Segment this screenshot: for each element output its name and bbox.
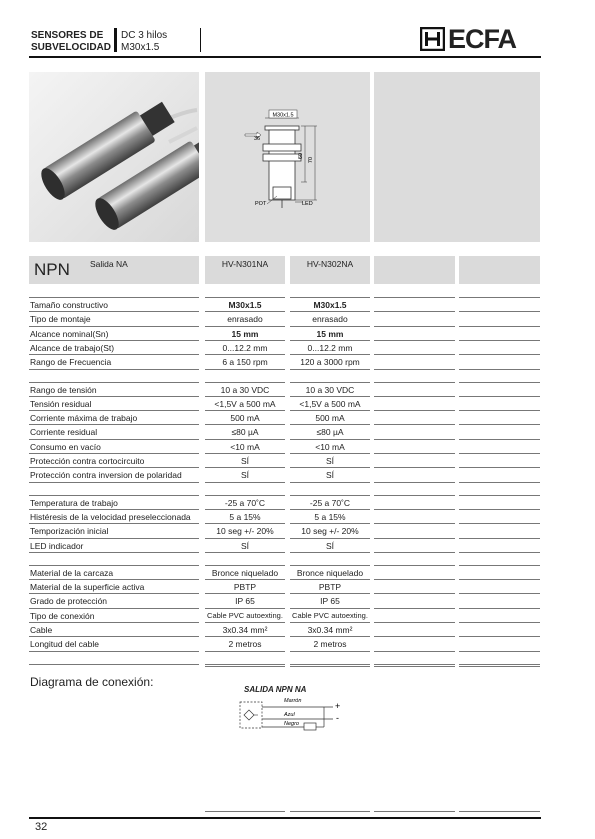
minus-terminal: -	[336, 713, 339, 723]
table-row	[29, 355, 541, 369]
row-divider	[205, 382, 285, 383]
row-divider	[459, 467, 540, 468]
row-divider	[374, 311, 455, 312]
row-divider	[374, 340, 455, 341]
col4-header-strip	[459, 256, 540, 284]
row-divider	[205, 608, 285, 609]
row-divider	[290, 608, 370, 609]
wire-blue-label: Azul	[284, 712, 295, 718]
table-row	[29, 383, 541, 397]
drawing-thread-label: M30x1.5	[272, 112, 294, 119]
row-value: 10 a 30 VDC	[305, 384, 355, 395]
row-divider	[205, 410, 285, 411]
row-divider	[374, 424, 455, 425]
row-divider	[374, 354, 455, 355]
row-divider	[459, 396, 540, 397]
row-divider	[374, 396, 455, 397]
row-label: Temporización inicial	[30, 526, 109, 537]
header-title	[31, 30, 111, 54]
row-divider	[205, 538, 285, 539]
row-divider	[459, 565, 540, 566]
row-label: Material de la carcaza	[30, 567, 114, 578]
row-divider	[290, 622, 370, 623]
row-label: Protección contra inversion de polaridad	[30, 470, 182, 481]
row-label: Material de la superficie activa	[30, 582, 145, 593]
row-divider	[205, 396, 285, 397]
model-1-header: HV-N301NA	[221, 259, 269, 269]
row-divider	[459, 297, 540, 298]
output-type: NPN	[34, 260, 70, 279]
row-divider	[290, 552, 370, 553]
row-divider	[290, 593, 370, 594]
row-divider	[205, 439, 285, 440]
header-rule	[29, 56, 541, 58]
row-value: 3x0.34 mm²	[222, 625, 268, 635]
row-value: 0...12.2 mm	[307, 342, 353, 353]
row-divider	[374, 811, 455, 812]
row-divider	[459, 495, 540, 496]
row-divider	[29, 565, 199, 566]
row-value: enrasado	[227, 314, 263, 325]
row-divider	[29, 369, 199, 370]
row-divider	[205, 552, 285, 553]
row-value: PBTP	[233, 582, 257, 593]
row-divider	[290, 538, 370, 539]
row-label: Tipo de montaje	[30, 314, 91, 325]
page-number: 32	[35, 821, 48, 833]
row-value: 6 a 150 rpm	[222, 357, 268, 368]
output-label: Salida NA	[90, 259, 128, 269]
table-row	[29, 411, 541, 425]
row-divider	[374, 552, 455, 553]
table-row	[29, 566, 541, 580]
row-divider	[290, 467, 370, 468]
row-divider	[290, 636, 370, 637]
row-divider	[205, 509, 285, 510]
row-value: SÍ	[240, 540, 250, 551]
row-divider	[290, 382, 370, 383]
row-value: 15 mm	[316, 328, 344, 339]
row-divider	[205, 340, 285, 341]
row-value: -25 a 70˚C	[224, 497, 266, 508]
row-divider	[374, 453, 455, 454]
row-value: SÍ	[325, 540, 335, 551]
row-value: <10 mA	[315, 441, 345, 452]
row-divider	[205, 495, 285, 496]
row-divider	[290, 326, 370, 327]
row-divider	[29, 622, 199, 623]
row-value: -25 a 70˚C	[309, 497, 351, 508]
row-divider	[459, 340, 540, 341]
row-divider	[290, 811, 370, 812]
row-divider	[29, 297, 199, 298]
row-divider	[374, 495, 455, 496]
row-divider	[290, 666, 370, 667]
row-divider	[459, 538, 540, 539]
row-divider	[459, 608, 540, 609]
row-value: SÍ	[240, 456, 250, 466]
row-value: <1,5V a 500 mA	[214, 398, 276, 409]
sensor-photo-illustration	[29, 72, 199, 242]
diagram-title: Diagrama de conexión:	[30, 675, 154, 689]
row-divider	[459, 382, 540, 383]
row-divider	[205, 664, 285, 665]
row-divider	[205, 579, 285, 580]
row-label: Tipo de conexión	[30, 610, 95, 621]
row-divider	[290, 410, 370, 411]
row-divider	[374, 666, 455, 667]
row-divider	[459, 439, 540, 440]
row-divider	[205, 311, 285, 312]
table-row	[29, 468, 541, 482]
row-divider	[290, 453, 370, 454]
row-divider	[374, 439, 455, 440]
row-value: 500 mA	[230, 413, 260, 424]
drawing-dim-60: 60	[298, 152, 304, 160]
row-divider	[290, 651, 370, 652]
row-divider	[374, 622, 455, 623]
row-divider	[374, 651, 455, 652]
table-row	[29, 539, 541, 553]
row-value: SÍ	[325, 470, 335, 481]
table-row	[29, 510, 541, 524]
row-divider	[290, 340, 370, 341]
row-divider	[459, 311, 540, 312]
row-divider	[290, 523, 370, 524]
row-divider	[205, 636, 285, 637]
row-value: Cable PVC autoexting.	[292, 610, 368, 620]
row-divider	[29, 326, 199, 327]
row-divider	[374, 664, 455, 665]
row-label: Grado de protección	[30, 596, 108, 607]
row-value: 3x0.34 mm²	[307, 625, 353, 635]
row-divider	[29, 593, 199, 594]
row-divider	[459, 636, 540, 637]
row-divider	[29, 579, 199, 580]
row-divider	[290, 495, 370, 496]
row-divider	[29, 509, 199, 510]
row-label: Rango de tensión	[30, 384, 97, 395]
col3-header-strip	[374, 256, 455, 284]
row-divider	[459, 664, 540, 665]
row-divider	[205, 565, 285, 566]
row-divider	[459, 326, 540, 327]
row-value: 500 mA	[315, 413, 345, 424]
row-value: PBTP	[318, 582, 342, 593]
row-value: 10 a 30 VDC	[220, 384, 270, 395]
row-divider	[205, 523, 285, 524]
table-row	[29, 454, 541, 468]
row-label: Alcance de trabajo(St)	[30, 342, 115, 353]
table-row	[29, 609, 541, 623]
row-value: Cable PVC autoexting.	[207, 610, 283, 620]
row-divider	[374, 538, 455, 539]
dimension-drawing	[205, 72, 370, 242]
row-value: 10 seg +/- 20%	[301, 526, 359, 537]
row-divider	[459, 354, 540, 355]
row-divider	[459, 622, 540, 623]
row-divider	[459, 552, 540, 553]
plus-terminal: +	[335, 701, 341, 711]
row-divider	[290, 297, 370, 298]
row-divider	[459, 424, 540, 425]
header-subtitle-line2: M30x1.5	[121, 42, 160, 53]
header-title-line2: SUBVELOCIDAD	[31, 42, 112, 53]
row-label: Corriente máxima de trabajo	[30, 413, 138, 424]
row-divider	[290, 424, 370, 425]
row-divider	[29, 636, 199, 637]
drawing-pot-label: POT	[255, 201, 267, 207]
table-row	[29, 425, 541, 439]
row-divider	[290, 311, 370, 312]
row-divider	[459, 369, 540, 370]
logo-mark-icon	[420, 27, 445, 51]
table-row	[29, 524, 541, 538]
row-divider	[459, 509, 540, 510]
row-label: Tamaño constructivo	[30, 300, 108, 310]
row-divider	[29, 382, 199, 383]
table-row	[29, 637, 541, 651]
row-divider	[374, 593, 455, 594]
row-divider	[374, 410, 455, 411]
header-title-line1: SENSORES DE	[31, 30, 104, 41]
row-divider	[29, 538, 199, 539]
row-divider	[29, 608, 199, 609]
row-value: M30x1.5	[313, 300, 347, 310]
row-value: 10 seg +/- 20%	[216, 526, 274, 537]
row-divider	[374, 382, 455, 383]
row-label: Temperatura de trabajo	[30, 497, 118, 508]
brand-logo	[420, 24, 540, 54]
row-value: 5 a 15%	[229, 511, 261, 522]
model-2-header: HV-N302NA	[306, 259, 354, 269]
row-label: Histéresis de la velocidad preseleccionada	[30, 511, 191, 522]
drawing-dim-70: 70	[308, 156, 314, 164]
row-value: ≤80 µA	[316, 427, 344, 438]
row-divider	[374, 565, 455, 566]
row-label: Rango de Frecuencia	[30, 357, 112, 368]
row-divider	[29, 396, 199, 397]
row-value: 15 mm	[231, 328, 259, 339]
row-value: 0...12.2 mm	[222, 342, 268, 353]
row-value: Bronce niquelado	[296, 567, 364, 578]
table-row	[29, 341, 541, 355]
row-value: ≤80 µA	[231, 427, 259, 438]
row-divider	[205, 467, 285, 468]
table-row	[29, 623, 541, 637]
row-divider	[29, 467, 199, 468]
row-divider	[459, 410, 540, 411]
row-divider	[29, 311, 199, 312]
blank-panel	[374, 72, 540, 242]
row-value: 5 a 15%	[314, 511, 346, 522]
row-divider	[205, 651, 285, 652]
header-subtitle-line1: DC 3 hilos	[121, 30, 168, 41]
row-divider	[459, 811, 540, 812]
table-row	[29, 594, 541, 608]
row-divider	[459, 453, 540, 454]
row-divider	[205, 593, 285, 594]
row-divider	[290, 439, 370, 440]
footer-rule	[29, 817, 541, 819]
row-divider	[459, 666, 540, 667]
header-separator	[200, 28, 201, 52]
row-value: enrasado	[312, 314, 348, 325]
row-divider	[205, 369, 285, 370]
row-divider	[459, 523, 540, 524]
row-divider	[459, 593, 540, 594]
row-divider	[459, 482, 540, 483]
row-label: Tensión residual	[30, 398, 92, 409]
row-divider	[205, 622, 285, 623]
row-divider	[374, 579, 455, 580]
row-divider	[374, 523, 455, 524]
row-divider	[29, 552, 199, 553]
drawing-led-label: LED	[302, 201, 313, 207]
row-label: Corriente residual	[30, 427, 98, 438]
row-divider	[29, 482, 199, 483]
row-value: SÍ	[240, 470, 250, 481]
row-divider	[290, 565, 370, 566]
product-photo	[29, 72, 199, 242]
wire-black-label: Negro	[284, 721, 299, 727]
row-divider	[290, 369, 370, 370]
row-divider	[459, 651, 540, 652]
table-row	[29, 312, 541, 326]
row-value: SÍ	[325, 456, 335, 466]
row-value: IP 65	[320, 596, 340, 607]
row-value: M30x1.5	[228, 300, 262, 310]
row-divider	[374, 608, 455, 609]
row-value: Bronce niquelado	[211, 567, 279, 578]
row-value: 2 metros	[313, 639, 347, 650]
header-subtitle	[121, 30, 167, 54]
table-row	[29, 580, 541, 594]
row-divider	[205, 453, 285, 454]
row-divider	[29, 424, 199, 425]
row-divider	[205, 354, 285, 355]
row-label: Cable	[30, 625, 53, 635]
row-divider	[29, 354, 199, 355]
row-divider	[290, 579, 370, 580]
row-value: <10 mA	[230, 441, 260, 452]
diagram-subtitle: SALIDA NPN NA	[244, 685, 307, 694]
row-value: IP 65	[235, 596, 255, 607]
table-row	[29, 496, 541, 510]
row-divider	[29, 340, 199, 341]
header-bar	[114, 28, 117, 52]
table-row	[29, 397, 541, 411]
brand-name: ECFA	[448, 24, 517, 54]
row-divider	[205, 326, 285, 327]
row-divider	[290, 509, 370, 510]
row-divider	[29, 439, 199, 440]
row-divider	[29, 410, 199, 411]
row-value: 120 a 3000 rpm	[300, 357, 360, 368]
row-divider	[459, 579, 540, 580]
row-label: Consumo en vacío	[30, 441, 101, 452]
row-divider	[374, 636, 455, 637]
row-value: <1,5V a 500 mA	[299, 398, 361, 409]
row-label: Protección contra cortocircuito	[30, 456, 145, 466]
row-label: Longitud del cable	[30, 639, 100, 650]
row-divider	[374, 369, 455, 370]
sensor-dimension-drawing	[205, 72, 370, 242]
row-divider	[29, 523, 199, 524]
row-divider	[29, 651, 199, 652]
table-row	[29, 327, 541, 341]
wire-brown-label: Marrón	[284, 698, 302, 704]
row-label: Alcance nominal(Sn)	[30, 328, 109, 339]
row-divider	[290, 482, 370, 483]
row-divider	[374, 509, 455, 510]
table-row	[29, 440, 541, 454]
drawing-dim-36: 36	[254, 136, 261, 142]
connection-diagram	[238, 694, 358, 734]
row-divider	[205, 297, 285, 298]
row-divider	[290, 664, 370, 665]
row-divider	[205, 666, 285, 667]
row-divider	[205, 811, 285, 812]
row-label: LED indicador	[30, 540, 84, 551]
row-divider	[374, 326, 455, 327]
row-divider	[374, 297, 455, 298]
row-divider	[374, 482, 455, 483]
table-row	[29, 298, 541, 312]
row-divider	[290, 396, 370, 397]
row-divider	[29, 664, 199, 665]
row-divider	[290, 354, 370, 355]
row-divider	[205, 482, 285, 483]
row-divider	[29, 495, 199, 496]
row-divider	[205, 424, 285, 425]
row-divider	[29, 453, 199, 454]
row-value: 2 metros	[228, 639, 262, 650]
row-divider	[374, 467, 455, 468]
